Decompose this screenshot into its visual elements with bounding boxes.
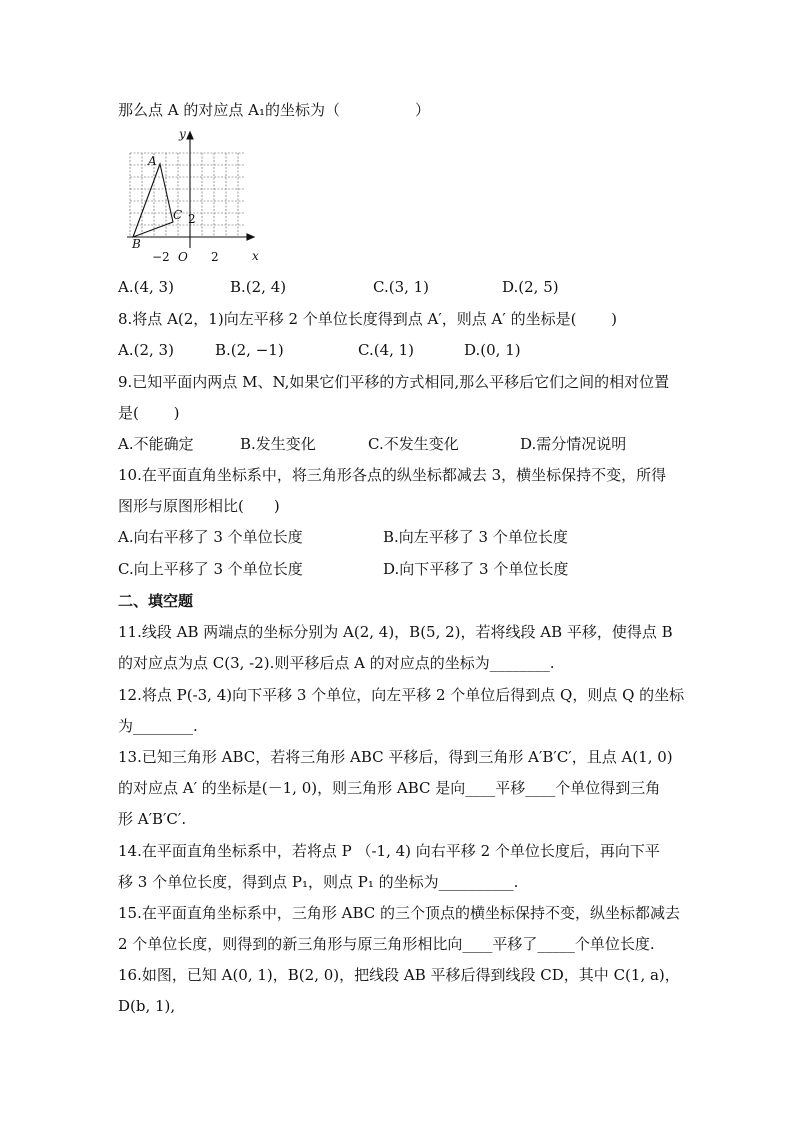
q8-option-c: C.(4, 1) — [358, 341, 415, 359]
x-tick-2: 2 — [211, 250, 219, 264]
question-16-line-2: D(b, 1), — [118, 997, 176, 1015]
question-16-line-1: 16.如图，已知 A(0, 1)，B(2, 0)，把线段 AB 平移后得到线段 CD，其中 C(1, a)， — [118, 966, 680, 984]
question-7-stem: 那么点 A 的对应点 A₁的坐标为（ ） — [118, 101, 430, 119]
q8-option-a: A.(2, 3) — [118, 341, 174, 359]
question-11-line-1: 11.线段 AB 两端点的坐标分别为 A(2, 4)，B(5, 2)，若将线段 AB 平移，使得点 B — [118, 623, 673, 641]
question-15-line-2: 2 个单位长度，则得到的新三角形与原三角形相比向____平移了_____个单位长度. — [118, 935, 655, 953]
question-13-line-3: 形 A′B′C′. — [118, 810, 187, 828]
q9-option-c: C.不发生变化 — [368, 435, 459, 453]
point-a-label: A — [148, 154, 157, 168]
q10-option-c: C.向上平移了 3 个单位长度 — [118, 560, 303, 578]
question-12-line-2: 为________. — [118, 717, 198, 735]
q8-option-b: B.(2, −1) — [215, 341, 284, 359]
question-9-line-1: 9.已知平面内两点 M、N,如果它们平移的方式相同,那么平移后它们之间的相对位置 — [118, 373, 670, 391]
q7-option-b: B.(2, 4) — [230, 278, 287, 296]
y-axis-label: y — [179, 127, 186, 141]
q9-option-d: D.需分情况说明 — [520, 435, 627, 453]
question-14-line-2: 移 3 个单位长度，得到点 P₁，则点 P₁ 的坐标为__________. — [118, 873, 519, 891]
coordinate-grid-figure — [126, 126, 266, 266]
question-10-line-1: 10.在平面直角坐标系中，将三角形各点的纵坐标都减去 3，横坐标保持不变，所得 — [118, 466, 667, 484]
x-tick-neg2: −2 — [152, 250, 170, 264]
triangle-abc — [133, 164, 173, 237]
question-14-line-1: 14.在平面直角坐标系中，若将点 P （-1, 4) 向右平移 2 个单位长度后，再向下平 — [118, 842, 660, 860]
point-b-label: B — [132, 237, 141, 251]
question-15-line-1: 15.在平面直角坐标系中，三角形 ABC 的三个顶点的横坐标保持不变，纵坐标都减去 — [118, 904, 681, 922]
q7-option-d: D.(2, 5) — [502, 278, 559, 296]
q9-option-a: A.不能确定 — [118, 435, 194, 453]
y-tick-2: 2 — [188, 212, 196, 226]
question-10-line-2: 图形与原图形相比( ) — [118, 497, 280, 515]
question-13-line-2: 的对应点 A′ 的坐标是(－1, 0)，则三角形 ABC 是向____平移____个单位得到三角 — [118, 779, 661, 797]
question-8: 8.将点 A(2，1)向左平移 2 个单位长度得到点 A′，则点 A′ 的坐标是( ) — [118, 310, 618, 328]
q7-option-c: C.(3, 1) — [373, 278, 430, 296]
q10-option-b: B.向左平移了 3 个单位长度 — [383, 528, 568, 546]
x-axis-label: x — [252, 249, 259, 263]
q9-option-b: B.发生变化 — [240, 435, 316, 453]
point-c-label: C — [173, 208, 183, 222]
q10-option-d: D.向下平移了 3 个单位长度 — [383, 560, 569, 578]
question-13-line-1: 13.已知三角形 ABC，若将三角形 ABC 平移后，得到三角形 A′B′C′，且点 A(1, 0) — [118, 748, 673, 766]
question-12-line-1: 12.将点 P(-3, 4)向下平移 3 个单位，向左平移 2 个单位后得到点 Q，则点 Q 的坐标 — [118, 686, 685, 704]
q8-option-d: D.(0, 1) — [464, 341, 521, 359]
q10-option-a: A.向右平移了 3 个单位长度 — [118, 528, 303, 546]
axes — [127, 132, 254, 248]
q7-option-a: A.(4, 3) — [118, 278, 174, 296]
question-9-line-2: 是( ) — [118, 404, 180, 422]
question-11-line-2: 的对应点为点 C(3, -2).则平移后点 A 的对应点的坐标为________. — [118, 654, 555, 672]
origin-label: O — [178, 250, 188, 264]
section-heading-fill-in: 二、填空题 — [118, 592, 194, 610]
